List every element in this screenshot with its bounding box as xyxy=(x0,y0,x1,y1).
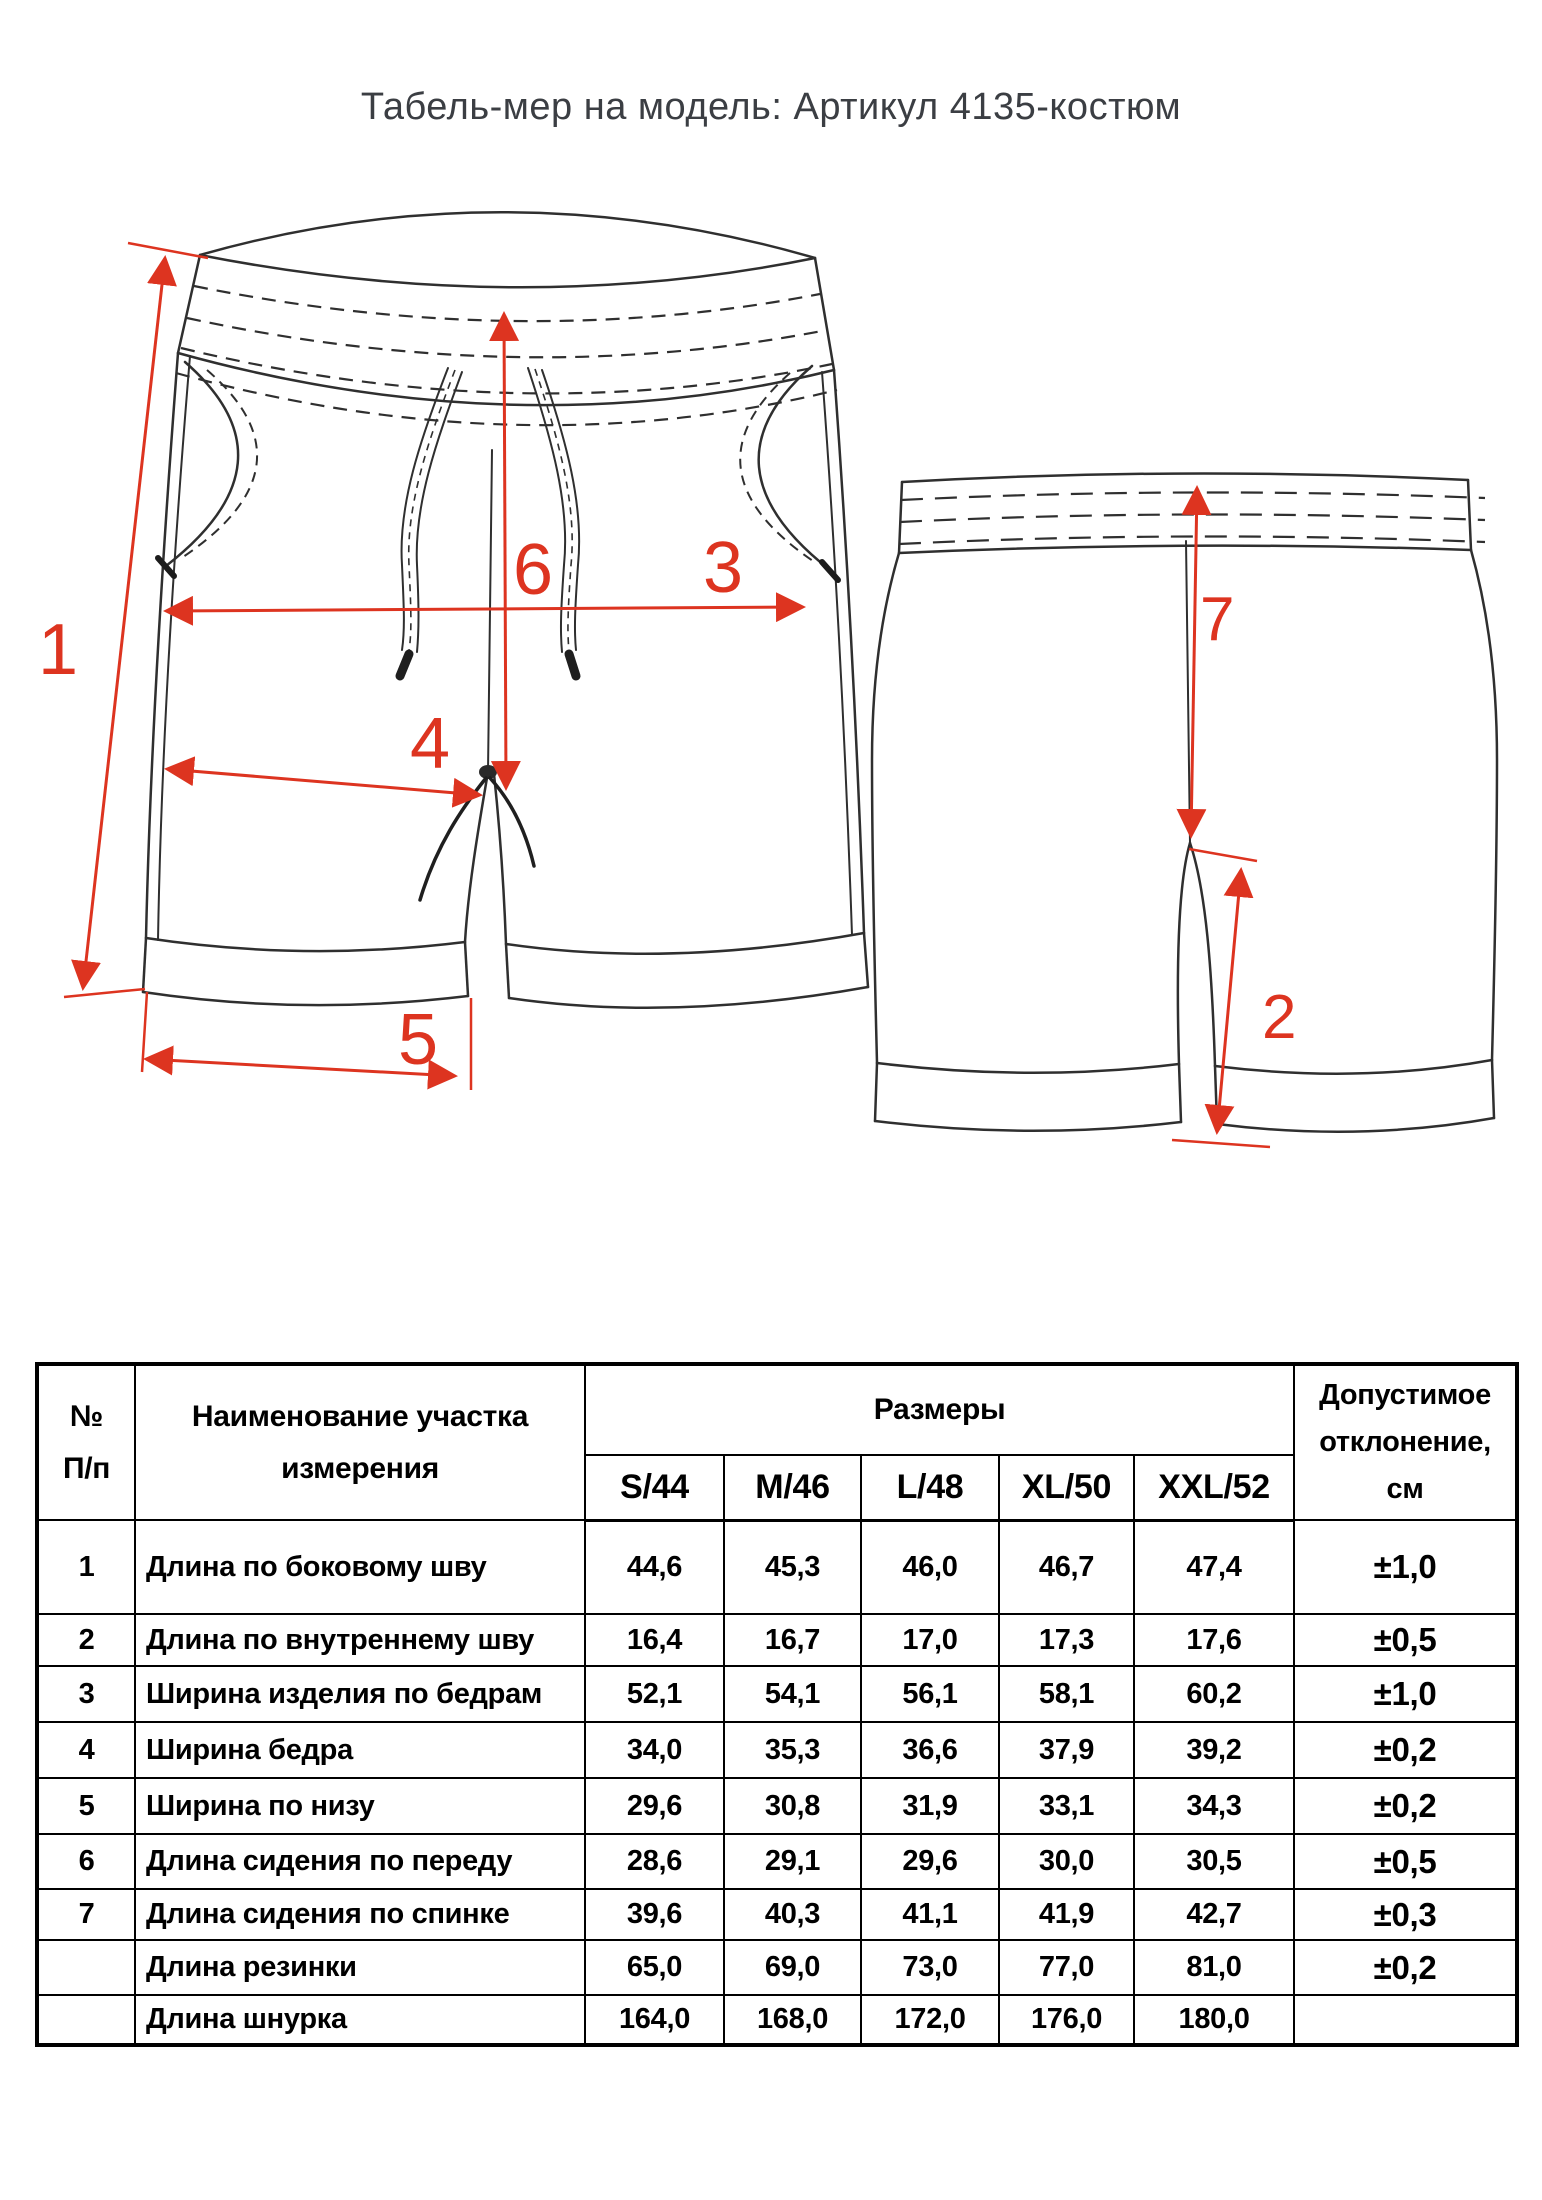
row-number: 7 xyxy=(37,1889,135,1940)
tolerance-value: ±0,2 xyxy=(1294,1778,1517,1834)
tolerance-value: ±0,3 xyxy=(1294,1889,1517,1940)
size-value: 35,3 xyxy=(724,1722,861,1778)
col-header-tolerance-line3: см xyxy=(1386,1473,1424,1505)
table-row xyxy=(37,1940,1517,1995)
size-value: 30,0 xyxy=(999,1834,1134,1889)
size-value: 77,0 xyxy=(999,1940,1134,1995)
size-column-header: XXL/52 xyxy=(1134,1455,1294,1520)
col-header-name-line2: измерения xyxy=(281,1451,439,1485)
size-value: 39,2 xyxy=(1134,1722,1294,1778)
dim-arrow-3-hip-width xyxy=(166,528,803,611)
col-header-tolerance-line1: Допустимое xyxy=(1319,1379,1491,1411)
size-value: 60,2 xyxy=(1134,1666,1294,1722)
measurement-name: Ширина по низу xyxy=(135,1778,585,1834)
col-header-row-number xyxy=(37,1364,135,1520)
row-number: 2 xyxy=(37,1614,135,1666)
size-value: 41,9 xyxy=(999,1889,1134,1940)
measurement-name: Длина шнурка xyxy=(135,1995,585,2045)
dim-arrow-1-side-length xyxy=(38,243,208,997)
size-column-header: M/46 xyxy=(724,1455,861,1520)
size-value: 54,1 xyxy=(724,1666,861,1722)
dim-label-6: 6 xyxy=(513,530,554,610)
size-value: 30,5 xyxy=(1134,1834,1294,1889)
col-header-no-line2: П/п xyxy=(62,1451,111,1485)
size-value: 44,6 xyxy=(585,1520,724,1614)
measurement-name: Длина сидения по спинке xyxy=(135,1889,585,1940)
col-header-measurement-name xyxy=(135,1364,585,1520)
dim-arrow-5-hem-width xyxy=(142,992,471,1090)
drawstring-aglet-right xyxy=(569,654,576,676)
size-value: 81,0 xyxy=(1134,1940,1294,1995)
size-value: 41,1 xyxy=(861,1889,999,1940)
size-value: 69,0 xyxy=(724,1940,861,1995)
measurements-table xyxy=(35,1362,1519,2047)
measurement-name: Ширина изделия по бедрам xyxy=(135,1666,585,1722)
tolerance-value: ±0,5 xyxy=(1294,1614,1517,1666)
dim-label-2: 2 xyxy=(1262,983,1297,1052)
size-value: 46,7 xyxy=(999,1520,1134,1614)
measurement-name: Длина по боковому шву xyxy=(135,1520,585,1614)
size-value: 29,1 xyxy=(724,1834,861,1889)
size-value: 36,6 xyxy=(861,1722,999,1778)
col-header-tolerance-line2: отклонение, xyxy=(1319,1426,1491,1458)
size-value: 168,0 xyxy=(724,1995,861,2045)
row-number xyxy=(37,1995,135,2045)
size-value: 164,0 xyxy=(585,1995,724,2045)
size-column-header: S/44 xyxy=(585,1455,724,1520)
size-value: 47,4 xyxy=(1134,1520,1294,1614)
size-value: 65,0 xyxy=(585,1940,724,1995)
measurement-name: Длина по внутреннему шву xyxy=(135,1614,585,1666)
col-header-tolerance xyxy=(1294,1364,1517,1520)
size-value: 39,6 xyxy=(585,1889,724,1940)
size-value: 176,0 xyxy=(999,1995,1134,2045)
tolerance-value: ±0,2 xyxy=(1294,1940,1517,1995)
front-pocket-left xyxy=(158,362,257,576)
size-value: 28,6 xyxy=(585,1834,724,1889)
page-title: Табель-мер на модель: Артикул 4135-костюм xyxy=(360,86,1182,128)
size-value: 17,3 xyxy=(999,1614,1134,1666)
dim-label-5: 5 xyxy=(398,1000,439,1080)
table-row xyxy=(37,1834,1517,1889)
table-row xyxy=(37,1614,1517,1666)
tolerance-value: ±1,0 xyxy=(1294,1666,1517,1722)
size-value: 52,1 xyxy=(585,1666,724,1722)
tolerance-value xyxy=(1294,1995,1517,2045)
table-row xyxy=(37,1778,1517,1834)
size-value: 30,8 xyxy=(724,1778,861,1834)
row-number: 4 xyxy=(37,1722,135,1778)
size-value: 34,0 xyxy=(585,1722,724,1778)
dim-label-3: 3 xyxy=(703,528,744,608)
shorts-back-view xyxy=(872,473,1497,1147)
size-value: 37,9 xyxy=(999,1722,1134,1778)
table-row xyxy=(37,1666,1517,1722)
table-row xyxy=(37,1889,1517,1940)
size-value: 73,0 xyxy=(861,1940,999,1995)
dim-arrow-4-thigh-width xyxy=(167,704,480,795)
dim-label-1: 1 xyxy=(38,610,79,690)
size-value: 29,6 xyxy=(585,1778,724,1834)
row-number: 6 xyxy=(37,1834,135,1889)
table-row xyxy=(37,1722,1517,1778)
dim-arrow-6-front-rise xyxy=(504,314,553,788)
size-value: 40,3 xyxy=(724,1889,861,1940)
dim-arrow-7-back-rise xyxy=(1191,488,1234,836)
measurement-name: Ширина бедра xyxy=(135,1722,585,1778)
measurement-name: Длина сидения по переду xyxy=(135,1834,585,1889)
dim-label-4: 4 xyxy=(410,704,451,784)
size-value: 29,6 xyxy=(861,1834,999,1889)
size-value: 180,0 xyxy=(1134,1995,1294,2045)
size-value: 46,0 xyxy=(861,1520,999,1614)
shorts-front-view xyxy=(38,212,868,1090)
row-number: 1 xyxy=(37,1520,135,1614)
size-value: 17,0 xyxy=(861,1614,999,1666)
table-row xyxy=(37,1520,1517,1614)
tolerance-value: ±0,5 xyxy=(1294,1834,1517,1889)
tolerance-value: ±1,0 xyxy=(1294,1520,1517,1614)
col-header-name-line1: Наименование участка xyxy=(191,1399,529,1433)
row-number: 5 xyxy=(37,1778,135,1834)
size-value: 34,3 xyxy=(1134,1778,1294,1834)
dim-label-7: 7 xyxy=(1200,585,1235,654)
row-number: 3 xyxy=(37,1666,135,1722)
size-value: 33,1 xyxy=(999,1778,1134,1834)
row-number xyxy=(37,1940,135,1995)
size-value: 16,7 xyxy=(724,1614,861,1666)
size-value: 17,6 xyxy=(1134,1614,1294,1666)
size-value: 56,1 xyxy=(861,1666,999,1722)
size-value: 45,3 xyxy=(724,1520,861,1614)
col-header-no-line1: № xyxy=(69,1399,104,1433)
size-column-header: XL/50 xyxy=(999,1455,1134,1520)
size-column-header: L/48 xyxy=(861,1455,999,1520)
measurement-name: Длина резинки xyxy=(135,1940,585,1995)
dim-arrow-2-inseam xyxy=(1172,849,1296,1147)
col-header-sizes: Размеры xyxy=(585,1364,1294,1455)
size-value: 16,4 xyxy=(585,1614,724,1666)
size-value: 31,9 xyxy=(861,1778,999,1834)
tolerance-value: ±0,2 xyxy=(1294,1722,1517,1778)
size-value: 172,0 xyxy=(861,1995,999,2045)
table-row xyxy=(37,1995,1517,2045)
size-value: 42,7 xyxy=(1134,1889,1294,1940)
size-value: 58,1 xyxy=(999,1666,1134,1722)
drawstring-aglet-left xyxy=(400,654,409,676)
